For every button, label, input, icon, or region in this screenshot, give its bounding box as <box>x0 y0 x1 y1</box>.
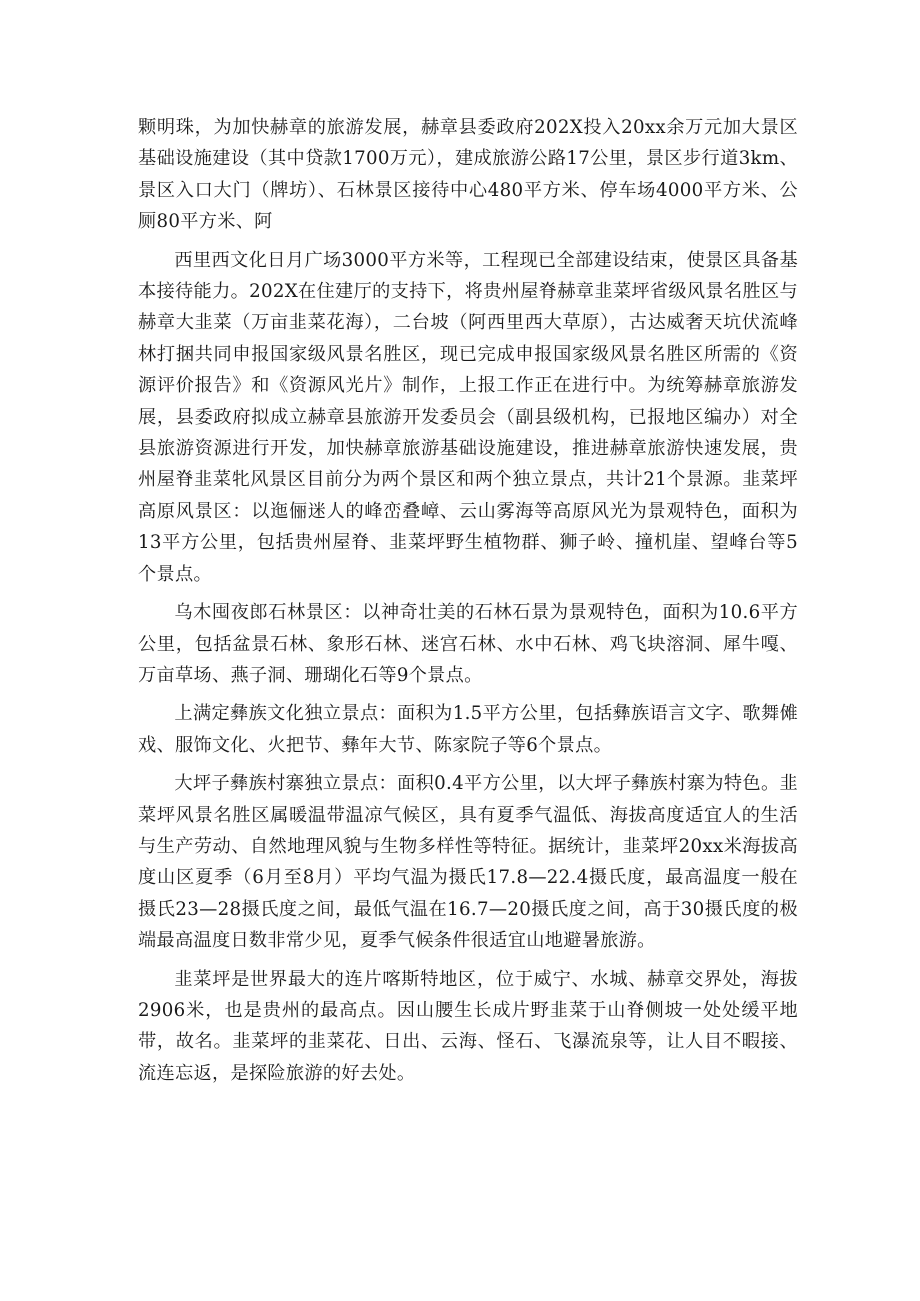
paragraph-scenic-overview: 西里西文化日月广场3000平方米等，工程现已全部建设结束，使景区具备基本接待能力。202X在住建厅的支持下，将贵州屋脊赫章韭菜坪省级风景名胜区与赫章大韭菜（万亩韭菜花海），二台坡（阿西里西大草原），古达威奢天坑伏流峰林打捆共同申报国家级风景名胜区，现已完成申报国家级风景名胜区所需的《资源评价报告》和《资源风光片》制作，上报工作正在进行中。为统筹赫章旅游发展，县委政府拟成立赫章县旅游开发委员会（副县级机构，已报地区编办）对全县旅游资源进行开发，加快赫章旅游基础设施建设，推进赫章旅游快速发展，贵州屋脊韭菜牝风景区目前分为两个景区和两个独立景点，共计21个景源。韭菜坪高原风景区：以迤俪迷人的峰峦叠嶂、云山雾海等高原风光为景观特色，面积为13平方公里，包括贵州屋脊、韭菜坪野生植物群、狮子岭、撞机崖、望峰台等5个景点。 <box>138 249 798 585</box>
paragraph-stone-forest: 乌木囤夜郎石林景区：以神奇壮美的石林石景为景观特色，面积为10.6平方公里，包括盆景石林、象形石林、迷宫石林、水中石林、鸡飞块溶洞、犀牛嘎、万亩草场、燕子洞、珊瑚化石等9个景点。 <box>138 602 798 686</box>
paragraph-continuation: 颗明珠，为加快赫章的旅游发展，赫章县委政府202X投入20xx余万元加大景区基础设施建设（其中贷款1700万元），建成旅游公路17公里，景区步行道3km、景区入口大门（牌坊）、石林景区接待中心480平方米、停车场4000平方米、公厕80平方米、阿 <box>138 117 798 233</box>
paragraph-jiucaiping-summary: 韭菜坪是世界最大的连片喀斯特地区，位于威宁、水城、赫章交界处，海拔2906米，也是贵州的最高点。因山腰生长成片野韭菜于山脊侧坡一处处缓平地带，故名。韭菜坪的韭菜花、日出、云海、怪石、飞瀑流泉等，让人目不暇接、流连忘返，是探险旅游的好去处。 <box>138 968 798 1084</box>
document-body <box>138 112 798 1096</box>
paragraph-yi-culture: 上满定彝族文化独立景点：面积为1.5平方公里，包括彝族语言文字、歌舞傩戏、服饰文化、火把节、彝年大节、陈家院子等6个景点。 <box>138 703 798 756</box>
paragraph-yi-village-climate: 大坪子彝族村寨独立景点：面积0.4平方公里，以大坪子彝族村寨为特色。韭菜坪风景名胜区属暖温带温凉气候区，具有夏季气温低、海拔高度适宜人的生活与生产劳动、自然地理风貌与生物多样性等特征。据统计，韭菜坪20xx米海拔高度山区夏季（6月至8月）平均气温为摄氏17.8—22.4摄氏度，最高温度一般在摄氏23—28摄氏度之间，最低气温在16.7—20摄氏度之间，高于30摄氏度的极端最高温度日数非常少见，夏季气候条件很适宜山地避暑旅游。 <box>138 773 798 952</box>
